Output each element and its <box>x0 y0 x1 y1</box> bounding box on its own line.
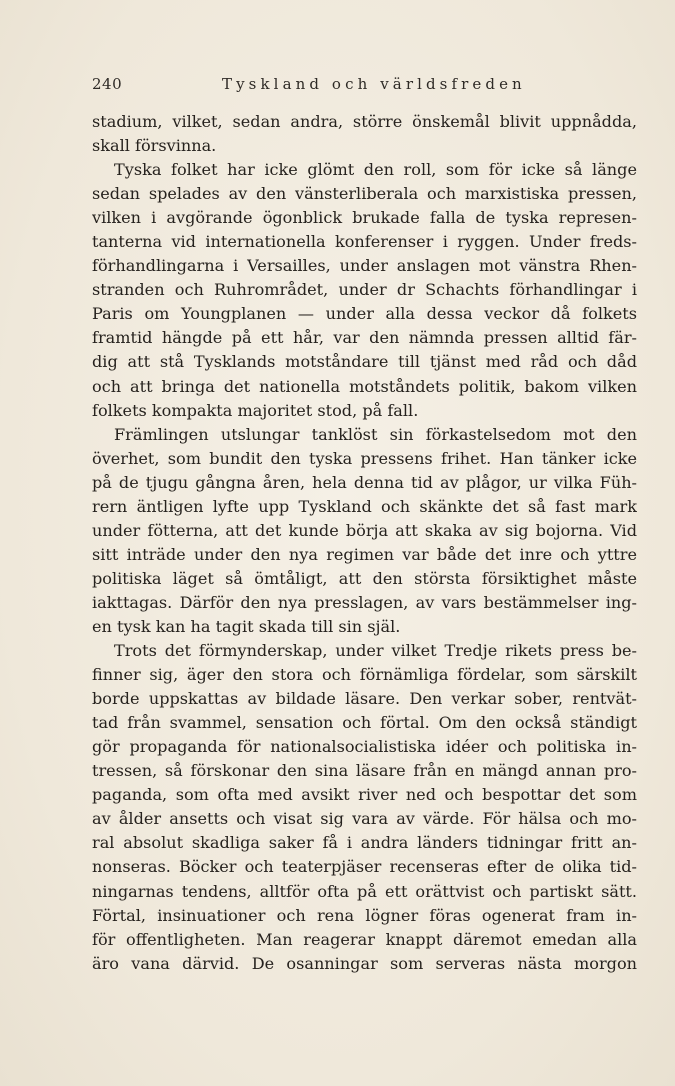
text-line: folkets kompakta majoritet stod, på fall. <box>92 400 419 420</box>
text-line: framtid hängde på ett hår, var den nämnda pressen alltid fär- <box>92 328 637 348</box>
text-line: borde uppskattas av bildade läsare. Den verkar sober, rentvät- <box>92 689 637 709</box>
text-line: ral absolut skadliga saker få i andra länders tidningar fritt an- <box>92 833 637 853</box>
text-line: iakttagas. Därför den nya presslagen, av vars bestämmelser ing- <box>92 592 637 612</box>
page-number: 240 <box>92 75 123 93</box>
text-line: tanterna vid internationella konferenser i ryggen. Under freds- <box>92 232 637 252</box>
text-line: ningarnas tendens, alltför ofta på ett orättvist och partiskt sätt. <box>92 881 637 901</box>
text-line: stranden och Ruhrområdet, under dr Schachts förhandlingar i <box>92 280 637 300</box>
text-line: tressen, så förskonar den sina läsare från en mängd annan pro- <box>92 761 637 781</box>
text-line: förhandlingarna i Versailles, under anslagen mot vänstra Rhen- <box>92 256 637 276</box>
text-line: nonseras. Böcker och teaterpjäser recenseras efter de olika tid- <box>92 857 637 877</box>
text-line: av ålder ansetts och visat sig vara av värde. För hälsa och mo- <box>92 809 637 829</box>
paragraph-first-line: Främlingen utslungar tanklöst sin förkastelsedom mot den <box>114 424 637 444</box>
text-line: och att bringa det nationella motståndets politik, bakom vilken <box>92 376 637 396</box>
text-line: politiska läget så ömtåligt, att den största försiktighet måste <box>92 568 637 588</box>
text-line: gör propaganda för nationalsocialistiska idéer och politiska in- <box>92 737 637 757</box>
text-line: skall försvinna. <box>92 136 217 156</box>
running-title: Tyskland och världsfreden <box>222 75 526 93</box>
text-line: överhet, som bundit den tyska pressens frihet. Han tänker icke <box>92 448 637 468</box>
text-line: stadium, vilket, sedan andra, större önskemål blivit uppnådda, <box>92 112 637 131</box>
text-line: vilken i avgörande ögonblick brukade falla de tyska represen- <box>92 208 637 228</box>
text-line: tad från svammel, sensation och förtal. Om den också ständigt <box>92 713 637 733</box>
text-line: finner sig, äger den stora och förnämliga fördelar, som särskilt <box>92 665 637 685</box>
text-line: Paris om Youngplanen — under alla dessa veckor då folkets <box>92 304 637 324</box>
text-line: sitt inträde under den nya regimen var både det inre och yttre <box>92 544 637 564</box>
paragraph-first-line: Tyska folket har icke glömt den roll, som för icke så länge <box>114 160 637 180</box>
page-header <box>92 75 636 97</box>
text-line: för offentligheten. Man reagerar knappt däremot emedan alla <box>92 929 637 949</box>
paragraph-first-line: Trots det förmynderskap, under vilket Tredje rikets press be- <box>114 641 637 661</box>
text-line: en tysk kan ha tagit skada till sin själ. <box>92 616 401 636</box>
text-line: dig att stå Tysklands motståndare till tjänst med råd och dåd <box>92 352 637 372</box>
text-line: på de tjugu gångna åren, hela denna tid av plågor, ur vilka Füh- <box>92 472 637 492</box>
text-line: rern äntligen lyfte upp Tyskland och skänkte det så fast mark <box>92 496 637 516</box>
text-line: Förtal, insinuationer och rena lögner föras ogenerat fram in- <box>92 905 637 925</box>
text-line: sedan spelades av den vänsterliberala och marxistiska pressen, <box>92 184 637 204</box>
body-text <box>92 110 637 976</box>
text-line: paganda, som ofta med avsikt river ned och bespottar det som <box>92 785 637 805</box>
text-line: under fötterna, att det kunde börja att skaka av sig bojorna. Vid <box>92 520 637 540</box>
text-line: äro vana därvid. De osanningar som serveras nästa morgon <box>92 953 637 973</box>
